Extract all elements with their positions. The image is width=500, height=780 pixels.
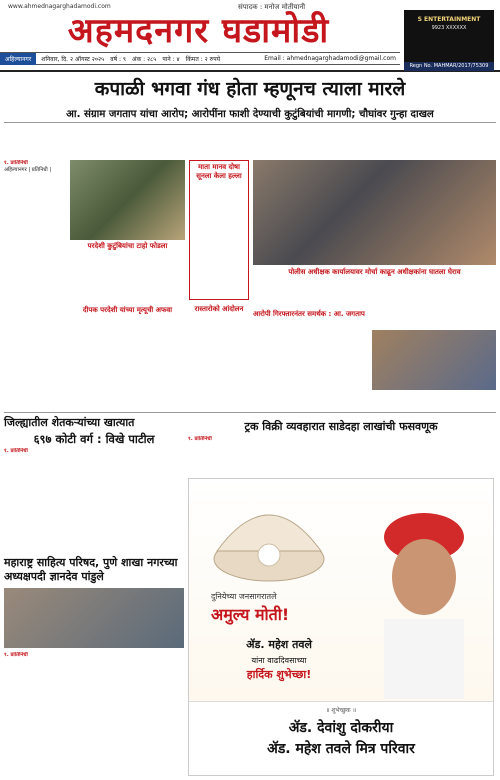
mid-box [189, 160, 249, 300]
second-body-2 [96, 448, 186, 548]
ad-greeter-2: ॲड. महेश तवले मित्र परिवार [267, 741, 415, 757]
ad-phone: 9923 XXXXXX [431, 25, 467, 31]
year: वर्ष : ९ [110, 55, 126, 63]
leaders-photo [372, 330, 496, 390]
edition-tag: अहिल्यानगर [0, 53, 36, 65]
registration-number: Regn No. MAHMAR/2017/75309 [404, 62, 494, 71]
ad-wish-line2: हार्दिक शुभेच्छा! [246, 668, 312, 681]
truck-byline: १. प्रातिनिधी [188, 436, 212, 442]
price: किंमत : २ रुपये [185, 55, 221, 63]
ad-quote-line1: दुनियेच्या जनसागरातले [211, 592, 277, 601]
ad-wish-line1: यांना वाढदिवसाच्या [251, 656, 307, 665]
newspaper-nameplate: अहमदनगर घडामोडी [67, 11, 330, 51]
email: Email : ahmednagarghadamodi@gmail.com [264, 55, 396, 62]
sahitya-byline: १. प्रातिनिधी [4, 652, 28, 658]
pages: पाने : ४ [162, 55, 180, 63]
mid-box-title: माता मानव दोषा सूनला केला हल्ला [196, 163, 242, 180]
sabha-body [253, 279, 496, 307]
editor-credit: संपादक : मनोज मोतीयानी [238, 3, 306, 11]
second-number: ६९७ कोटी वर्ग : विखे पाटील [33, 432, 155, 446]
pearl-shell-image [209, 489, 329, 589]
divider [4, 412, 496, 413]
sabha-caption: पोलीस अधीक्षक कार्यालयावर मोर्चा काढून अधीक्षकांना घातला घेराव [288, 268, 461, 276]
birthday-ad [188, 478, 494, 776]
rasta-caption: रास्तारोको आंदोलन [194, 305, 244, 313]
ad-footer [189, 701, 493, 775]
second-body-1 [4, 448, 94, 548]
ad-greeter-tag: ॥ शुभेच्छुक ॥ [325, 707, 357, 714]
truck-headline: ट्रक विक्री व्यवहारात साडेदहा लाखांची फसवणूक [244, 420, 438, 433]
second-byline: १. प्रातिनिधी [4, 448, 28, 454]
family-caption: परदेशी कुटुंबियांचा टाहो फोडला [87, 242, 168, 250]
dateline [0, 52, 400, 65]
date: शनिवार, दि. २ ऑगस्ट २०२५ [41, 55, 105, 63]
entertainment-ad [404, 10, 494, 70]
demand-caption: आरोपी गिरफ्तारनंतर समर्थक : आ. जगताप [253, 310, 365, 318]
portrait-image [359, 499, 489, 699]
sahitya-body-1 [4, 652, 94, 776]
family-body [70, 253, 185, 303]
demand-body [253, 321, 368, 411]
lead-body-column [4, 160, 66, 410]
protest-photo [253, 160, 496, 265]
sahitya-photo [4, 588, 184, 648]
rumor-body [70, 317, 185, 407]
ad-greeter-1: ॲड. देवांशु दोकरीया [288, 720, 394, 736]
rasta-body [189, 325, 249, 410]
second-headline: जिल्ह्यातील शेतकऱ्यांच्या खात्यात [4, 416, 135, 429]
rumor-caption: दीपक परदेशी यांच्या मृत्यूची अफवा [82, 306, 173, 314]
lead-subhead: आ. संग्राम जगताप यांचा आरोप; आरोपींना फाशी देण्याची कुटुंबियांची मागणी; चौघांवर गुन्हा दाखल [4, 106, 496, 123]
issue: अंक : २८५ [132, 55, 157, 63]
site-url[interactable]: www.ahmednagarghadamodi.com [8, 3, 111, 10]
masthead [0, 0, 500, 72]
lead-location: अहिल्यानगर | प्रतिनिधी | [4, 167, 52, 173]
ad-person-name: ॲड. महेश तवले [246, 638, 312, 651]
family-photo [70, 160, 185, 240]
lead-headline: कपाळी भगवा गंध होता म्हणूनच त्याला मारले [94, 78, 406, 100]
ad-brand: S ENTERTAINMENT [417, 16, 481, 23]
truck-body [188, 436, 494, 476]
sahitya-headline: महाराष्ट्र साहित्य परिषद, पुणे शाखा नगरच्या अध्यक्षपदी ज्ञानदेव पांडुले [4, 556, 178, 583]
sahitya-body-2 [96, 652, 186, 776]
lead-byline: १. प्रातिनिधी [4, 160, 28, 166]
ad-quote-line2: अमुल्य मोती! [211, 605, 290, 624]
